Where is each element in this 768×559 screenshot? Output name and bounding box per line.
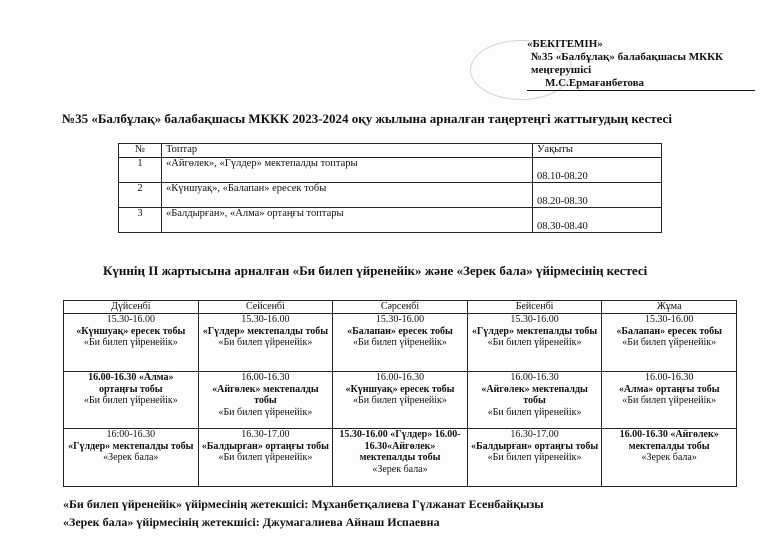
col-time-header: Уақыты [533,144,662,158]
schedule-cell [467,372,602,429]
table-row [119,158,662,183]
row-number: 1 [119,158,162,183]
day-friday: Жұма [602,301,737,314]
schedule-cell [64,372,199,429]
cell-time: 16.00-16.30 «Айгөлек» [619,429,719,440]
cell-group: «Күншуақ» ересек тобы [345,383,455,395]
cell-time: 16.30-17.00 [510,429,559,440]
cell-time: 15.30-16.00 «Гүлдер» 16.00-16.30«Айгөлек» [339,429,461,452]
cell-time: 16.00-16.30 «Алма» [88,372,174,383]
cell-group: «Балапан» ересек тобы [616,325,722,337]
cell-time: 15.30-16.00 [106,314,155,325]
cell-group: ортаңғы тобы [98,383,163,395]
club-leaders [63,495,544,531]
approval-signatory: М.С.Ермағанбетова [527,77,755,91]
schedule-cell [467,429,602,487]
table-row [64,314,737,372]
weekday-header-row [64,301,737,314]
approval-block [527,38,755,91]
table-row [64,372,737,429]
cell-club: «Би билеп үйренейік» [353,395,447,406]
row-time [533,183,662,208]
cell-time: 16.00-16.30 [645,372,694,383]
cell-group: «Гүлдер» мектепалды тобы [202,325,329,337]
cell-club: «Би билеп үйренейік» [83,395,178,406]
cell-group: «Айгөлек» мектепалды тобы [481,383,588,406]
cell-club: «Би билеп үйренейік» [218,337,313,348]
cell-club: «Би билеп үйренейік» [218,452,313,463]
cell-time: 16.30-17.00 [241,429,290,440]
cell-group: мектепалды тобы [628,440,710,452]
cell-club: «Зерек бала» [103,452,159,463]
row-time [533,208,662,233]
cell-group: «Гүлдер» мектепалды тобы [471,325,598,337]
approval-organization: №35 «Балбұлақ» балабақшасы МККК [531,51,724,63]
cell-group: «Балдырған» ортаңғы тобы [201,440,329,452]
schedule-cell [467,314,602,372]
cell-club: «Би билеп үйренейік» [622,337,717,348]
cell-club: «Би билеп үйренейік» [353,337,447,348]
schedule-cell [602,314,737,372]
day-wednesday: Сәрсенбі [333,301,468,314]
cell-group: «Балапан» ересек тобы [347,325,453,337]
table-header-row [119,144,662,158]
col-number-header: № [119,144,162,158]
afternoon-club-table [63,300,737,487]
schedule-cell [333,429,468,487]
schedule-cell [602,429,737,487]
schedule-cell [64,314,199,372]
cell-club: «Би билеп үйренейік» [218,406,313,418]
row-groups: «Күншуақ», «Балапан» ересек тобы [162,183,533,208]
dance-club-leader: «Би билеп үйренейік» үйірмесінің жетекшісі: Мұханбетқалиева Гүлжанат Есенбайқызы [63,497,544,511]
row-groups: «Айгөлек», «Гүлдер» мектепалды топтары [162,158,533,183]
cell-time: 15.30-16.00 [510,314,559,325]
morning-exercise-table [118,143,662,233]
cell-club: «Би билеп үйренейік» [622,395,717,406]
cell-group: «Айгөлек» мектепалды тобы [212,383,319,406]
cell-club: «Зерек бала» [641,452,697,463]
cell-group: мектепалды тобы [359,452,441,463]
row-groups: «Балдырған», «Алма» ортаңғы топтары [162,208,533,233]
cell-group: «Алма» ортаңғы тобы [618,383,720,395]
row-number: 2 [119,183,162,208]
cell-time: 15.30-16.00 [241,314,290,325]
cell-time: 16.00-16.30 [510,372,559,383]
cell-club: «Би билеп үйренейік» [487,337,582,348]
col-groups-header: Топтар [162,144,533,158]
cell-time: 16.00-16.30 [241,372,290,383]
schedule-cell [333,372,468,429]
cell-club: «Би билеп үйренейік» [83,337,178,348]
row-time-value: 08.30-08.40 [537,221,588,232]
schedule-cell [198,429,333,487]
row-time-value: 08.10-08.20 [537,171,588,182]
row-time-value: 08.20-08.30 [537,196,588,207]
table-row [119,208,662,233]
schedule-cell [198,372,333,429]
cell-time: 15.30-16.00 [375,314,425,325]
day-thursday: Бейсенбі [467,301,602,314]
cell-time: 15.30-16.00 [645,314,694,325]
row-time [533,158,662,183]
approval-position: меңгерушісі [531,64,592,76]
cell-time: 16.00-16.30 [375,372,425,383]
cell-club: «Би билеп үйренейік» [487,452,582,463]
morning-exercise-title: №35 «Балбұлақ» балабақшасы МККК 2023-2024 оқу жылына арналған таңертеңгі жаттығудың кестесі [62,111,672,126]
table-row [119,183,662,208]
approval-heading: «БЕКІТЕМІН» [527,38,603,50]
cell-time: 16:00-16.30 [106,429,156,440]
table-row [64,429,737,487]
zerek-club-leader: «Зерек бала» үйірмесінің жетекшісі: Джумагалиева Айнаш Испаевна [63,515,440,529]
row-number: 3 [119,208,162,233]
cell-club: «Би билеп үйренейік» [487,406,582,418]
cell-club: «Зерек бала» [372,463,428,475]
schedule-cell [333,314,468,372]
cell-group: «Күншуақ» ересек тобы [76,325,186,337]
cell-group: «Гүлдер» мектепалды тобы [68,440,194,452]
schedule-cell [64,429,199,487]
schedule-cell [602,372,737,429]
cell-group: «Балдырған» ортаңғы тобы [470,440,599,452]
day-monday: Дүйсенбі [64,301,199,314]
afternoon-club-title: Күннің ІІ жартысына арналған «Би билеп үйренейік» және «Зерек бала» үйірмесінің кестесі [103,263,648,278]
schedule-cell [198,314,333,372]
day-tuesday: Сейсенбі [198,301,333,314]
